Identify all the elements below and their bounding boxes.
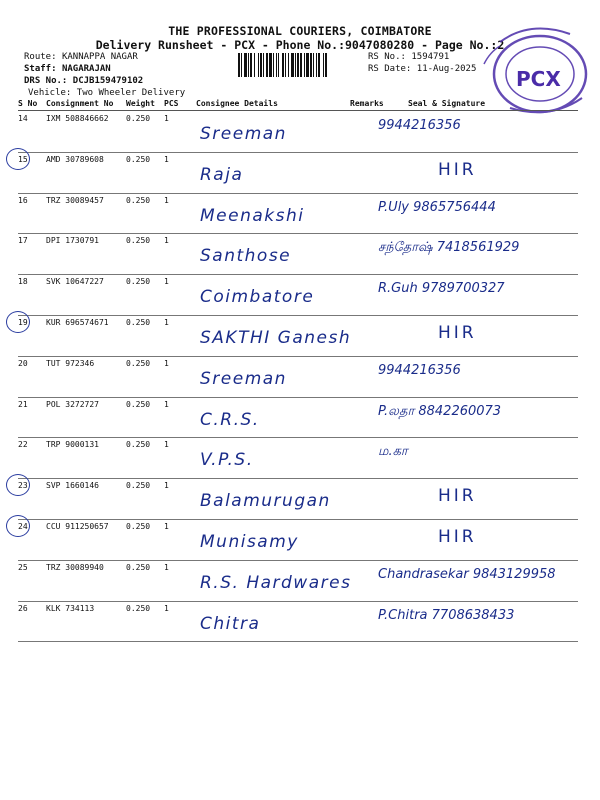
- rs-no-value: 1594791: [411, 52, 450, 62]
- table-row: [18, 234, 578, 274]
- row-pcs: 1: [164, 236, 169, 246]
- route-line: [24, 51, 185, 63]
- table-row: [18, 438, 578, 478]
- row-pcs: 1: [164, 562, 169, 572]
- barcode-bar: [295, 53, 296, 77]
- handwritten-consignee: Sreeman: [200, 124, 287, 144]
- vehicle-value: Two Wheeler Delivery: [76, 88, 186, 98]
- rs-date-value: 11-Aug-2025: [416, 64, 477, 74]
- row-consignment: TRZ 30089940: [46, 562, 104, 572]
- vehicle-line: [28, 87, 185, 99]
- row-consignment: TUT 972346: [46, 358, 95, 368]
- barcode-bar: [291, 53, 294, 77]
- handwritten-signature: P.லதா 8842260073: [378, 403, 502, 419]
- sno-circle-mark: [6, 474, 30, 496]
- table-row: [18, 479, 578, 519]
- row-sno: 17: [18, 236, 28, 246]
- row-consignment: KLK 734113: [46, 603, 95, 613]
- sno-circle-mark: [6, 148, 30, 170]
- meta-right: [368, 51, 476, 75]
- row-divider: [18, 641, 578, 642]
- row-pcs: 1: [164, 522, 169, 531]
- row-consignment: TRZ 30089457: [46, 195, 104, 205]
- row-weight: 0.250: [126, 481, 151, 491]
- route-label: Route:: [24, 52, 57, 62]
- table-row: [18, 316, 578, 356]
- row-pcs: 1: [164, 318, 169, 327]
- drs-value: DCJB159479102: [72, 76, 144, 86]
- handwritten-signature: Chandrasekar 9843129958: [378, 566, 556, 582]
- row-sno: 24: [18, 522, 28, 531]
- handwritten-consignee: Santhose: [200, 246, 292, 267]
- row-consignment: TRP 9000131: [46, 440, 99, 450]
- row-weight: 0.250: [126, 522, 151, 531]
- barcode-bar: [285, 53, 286, 77]
- table-row: [18, 275, 578, 315]
- row-pcs: 1: [164, 358, 169, 368]
- row-pcs: 1: [164, 277, 169, 287]
- col-seal: Seal & Signature: [408, 99, 486, 108]
- handwritten-signature: HIR: [438, 486, 477, 507]
- barcode-bar: [313, 53, 314, 77]
- row-weight: 0.250: [126, 236, 151, 246]
- row-sno: 20: [18, 358, 28, 368]
- row-consignment: KUR 696574671: [46, 318, 109, 327]
- row-consignment: POL 3272727: [46, 399, 99, 409]
- sno-circle-mark: [6, 311, 30, 333]
- row-sno: 22: [18, 440, 28, 450]
- row-sno: 15: [18, 154, 28, 164]
- row-sno: 21: [18, 399, 28, 409]
- rs-date-line: [368, 63, 476, 75]
- row-sno: 19: [18, 318, 28, 327]
- handwritten-signature: HIR: [438, 323, 477, 343]
- barcode-bar: [282, 53, 284, 77]
- table-row: [18, 112, 578, 152]
- barcode-bar: [276, 53, 277, 77]
- col-pcs: PCS: [164, 99, 179, 108]
- stamp-text: PCX: [516, 67, 561, 91]
- company-title: THE PROFESSIONAL COURIERS, COIMBATORE: [168, 24, 432, 38]
- barcode-bar: [269, 53, 272, 77]
- handwritten-signature: 9944216356: [378, 362, 461, 378]
- rs-no-line: [368, 51, 476, 63]
- barcode-bar: [300, 53, 302, 77]
- row-weight: 0.250: [126, 399, 151, 409]
- row-consignment: SVP 1660146: [46, 481, 99, 491]
- barcode-bar: [241, 53, 242, 77]
- table-row: [18, 357, 578, 397]
- handwritten-signature: HIR: [438, 527, 477, 547]
- row-sno: 18: [18, 277, 28, 287]
- row-weight: 0.250: [126, 562, 151, 572]
- row-weight: 0.250: [126, 358, 151, 368]
- row-pcs: 1: [164, 603, 169, 613]
- barcode-bar: [316, 53, 317, 77]
- col-remarks: Remarks: [350, 99, 384, 108]
- handwritten-signature: ம.கா: [378, 444, 408, 460]
- barcode-bar: [248, 53, 249, 77]
- barcode-bar: [258, 53, 259, 77]
- table-row: [18, 398, 578, 438]
- staff-line: [24, 63, 185, 75]
- handwritten-consignee: Munisamy: [200, 532, 299, 552]
- route-value: KANNAPPA NAGAR: [61, 52, 138, 62]
- drs-label: DRS No.:: [24, 76, 68, 86]
- barcode-bar: [325, 53, 327, 77]
- row-sno: 23: [18, 481, 28, 491]
- row-weight: 0.250: [126, 195, 151, 205]
- meta-left: [24, 51, 185, 99]
- handwritten-consignee: Balamurugan: [200, 491, 331, 512]
- barcode-bar: [250, 53, 252, 77]
- barcode-bar: [273, 53, 274, 77]
- barcode-bar: [304, 53, 305, 77]
- barcode-bar: [263, 53, 264, 77]
- vehicle-label: Vehicle:: [28, 88, 72, 98]
- barcode-bar: [323, 53, 324, 77]
- col-weight: Weight: [126, 99, 155, 108]
- table-row: [18, 194, 578, 234]
- row-pcs: 1: [164, 481, 169, 491]
- row-sno: 25: [18, 562, 28, 572]
- row-sno: 14: [18, 114, 28, 123]
- handwritten-consignee: SAKTHI Ganesh: [200, 328, 352, 348]
- row-consignment: CCU 911250657: [46, 522, 109, 531]
- handwritten-consignee: Chitra: [200, 613, 261, 634]
- handwritten-signature: P.Uly 9865756444: [378, 199, 496, 215]
- row-weight: 0.250: [126, 277, 151, 287]
- table-row: [18, 153, 578, 193]
- barcode-bar: [306, 53, 309, 77]
- barcode-bar: [266, 53, 268, 77]
- row-pcs: 1: [164, 195, 169, 205]
- barcode-bar: [297, 53, 299, 77]
- barcode-bar: [260, 53, 262, 77]
- staff-label: Staff:: [24, 64, 57, 74]
- header-rule: [18, 110, 578, 111]
- row-pcs: 1: [164, 399, 169, 409]
- handwritten-signature: P.Chitra 7708638433: [378, 607, 515, 623]
- handwritten-consignee: Meenakshi: [200, 205, 305, 226]
- barcode-bar: [288, 53, 289, 77]
- row-weight: 0.250: [126, 318, 151, 327]
- barcode-bar: [318, 53, 320, 77]
- row-weight: 0.250: [126, 603, 151, 613]
- barcode-image: [238, 53, 362, 77]
- runsheet-title: Delivery Runsheet - PCX - Phone No.:9047080280 - Page No.:2: [95, 38, 505, 52]
- handwritten-consignee: R.S. Hardwares: [200, 572, 352, 593]
- row-consignment: SVK 10647227: [46, 277, 104, 287]
- table-row: [18, 602, 578, 642]
- handwritten-signature: HIR: [438, 159, 477, 180]
- barcode-bar: [254, 53, 255, 77]
- row-pcs: 1: [164, 114, 169, 123]
- rs-date-label: RS Date:: [368, 64, 412, 74]
- handwritten-consignee: Raja: [200, 164, 244, 185]
- staff-value: NAGARAJAN: [61, 64, 111, 74]
- rs-no-label: RS No.:: [368, 52, 406, 62]
- row-consignment: DPI 1730791: [46, 236, 99, 246]
- col-sno: S No: [18, 99, 38, 108]
- row-pcs: 1: [164, 440, 169, 450]
- handwritten-signature: சந்தோஷ் 7418561929: [378, 240, 520, 256]
- barcode-bar: [310, 53, 312, 77]
- row-sno: 16: [18, 195, 28, 205]
- barcode-bar: [244, 53, 247, 77]
- handwritten-signature: R.Guh 9789700327: [378, 281, 505, 297]
- row-weight: 0.250: [126, 114, 151, 123]
- row-weight: 0.250: [126, 154, 151, 164]
- barcode-bar: [238, 53, 240, 77]
- handwritten-consignee: Coimbatore: [200, 287, 315, 308]
- row-weight: 0.250: [126, 440, 151, 450]
- sno-circle-mark: [6, 515, 30, 537]
- row-pcs: 1: [164, 154, 169, 164]
- col-consignment: Consignment No: [46, 99, 114, 108]
- row-consignment: AMD 30789608: [46, 154, 104, 164]
- handwritten-consignee: C.R.S.: [200, 409, 260, 430]
- handwritten-consignee: Sreeman: [200, 368, 287, 389]
- handwritten-signature: 9944216356: [378, 118, 461, 133]
- barcode-bar: [278, 53, 279, 77]
- handwritten-consignee: V.P.S.: [200, 450, 254, 471]
- table-row: [18, 520, 578, 560]
- col-consignee: Consignee Details: [196, 99, 278, 108]
- drs-line: [24, 75, 185, 87]
- row-consignment: IXM 508846662: [46, 114, 109, 123]
- table-row: [18, 561, 578, 601]
- row-sno: 26: [18, 603, 28, 613]
